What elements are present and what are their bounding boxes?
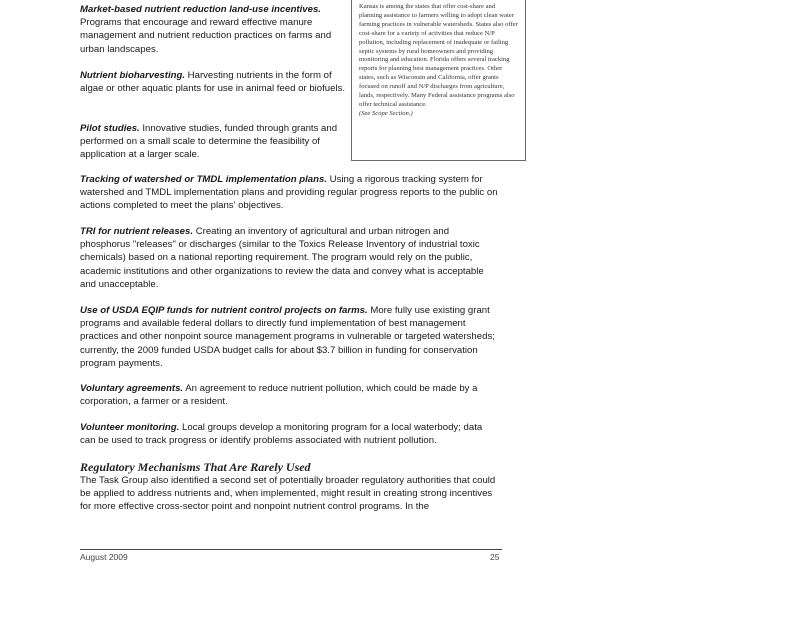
section-heading: Regulatory Mechanisms That Are Rarely Used — [80, 460, 311, 474]
item-voluntary-agreements — [80, 382, 500, 408]
item-term: TRI for nutrient releases. — [80, 226, 194, 237]
sidebar-text: Kansas is among the states that offer cost-share and planning assistance to farmers willing to adopt clean water farming practices in vulnerable watersheds. States also offer cost-share for a variety of activities that reduce N/P pollution, including replacement of inadequate or failing septic systems by rural homeowners and providing monitoring and education. Florida offers several tracking reports for planning best management practices. Other states, such as Wisconsin and California, offer grants focused on runoff and N/P discharges from agriculture, lands, respectively. Many Federal assistance programs also offer technical assistance. — [359, 3, 518, 108]
item-term: Voluntary agreements. — [80, 383, 184, 394]
item-term: Use of USDA EQIP funds for nutrient control projects on farms. — [80, 305, 368, 316]
item-term: Pilot studies. — [80, 123, 140, 134]
item-text: Creating an inventory of agricultural and urban nitrogen and phosphorus "releases" or discharges (similar to the Toxics Release Inventory of industrial toxic chemicals) based on a national reporting requirement. The program would rely on the public, academic institutions and other organizations to review the data and convey what is acceptable and unacceptable. — [80, 226, 484, 290]
item-text: An agreement to reduce nutrient pollution, which could be made by a corporation, a farmer or a resident. — [80, 383, 478, 408]
item-tracking-tmdl-plans — [80, 173, 500, 213]
item-text: More fully use existing grant programs and available federal dollars to directly fund implementation of best management practices and other nonpoint source management programs in vulnerable or targeted watersheds; currently, the 2009 funded USDA budget calls for about $3.7 billion in funding for conservation program payments. — [80, 305, 495, 369]
item-text: Harvesting nutrients in the form of algae or other aquatic plants for use in animal feed or biofuels. — [80, 70, 346, 95]
sidebar-callout-box — [351, 0, 526, 161]
item-pilot-studies — [80, 122, 352, 162]
footer-page-number: 25 — [490, 552, 500, 562]
item-volunteer-monitoring — [80, 421, 500, 447]
item-text: Innovative studies, funded through grants and performed on a small scale to determine the feasibility of application at a larger scale. — [80, 123, 338, 161]
item-text: Using a rigorous tracking system for watershed and TMDL implementation plans and providing regular progress reports to the public on actions completed to meet the plans' objectives. — [80, 174, 498, 212]
item-text: Local groups develop a monitoring program for a local waterbody; data can be used to track progress or identify problems associated with nutrient pollution. — [80, 422, 483, 447]
item-term: Tracking of watershed or TMDL implementation plans. — [80, 174, 327, 185]
item-term: Nutrient bioharvesting. — [80, 70, 186, 81]
item-market-based-incentives — [80, 3, 352, 56]
item-term: Volunteer monitoring. — [80, 422, 180, 433]
footer-date: August 2009 — [80, 552, 128, 562]
item-term: Market-based nutrient reduction land-use incentives. — [80, 4, 321, 15]
sidebar-source: (See Scope Section.) — [359, 109, 413, 117]
section-body: The Task Group also identified a second set of potentially broader regulatory authorities that could be applied to address nutrients and, when implemented, might result in creating strong incentives for more effective cross-sector point and nonpoint nutrient control programs. In the — [80, 475, 496, 513]
item-nutrient-bioharvesting — [80, 69, 352, 95]
item-usda-eqip-funds — [80, 304, 500, 370]
item-text: Programs that encourage and reward effective manure management and nutrient reduction practices on farms and urban landscapes. — [80, 17, 332, 55]
item-tri-nutrient-releases — [80, 225, 500, 291]
footer-divider — [80, 549, 502, 550]
